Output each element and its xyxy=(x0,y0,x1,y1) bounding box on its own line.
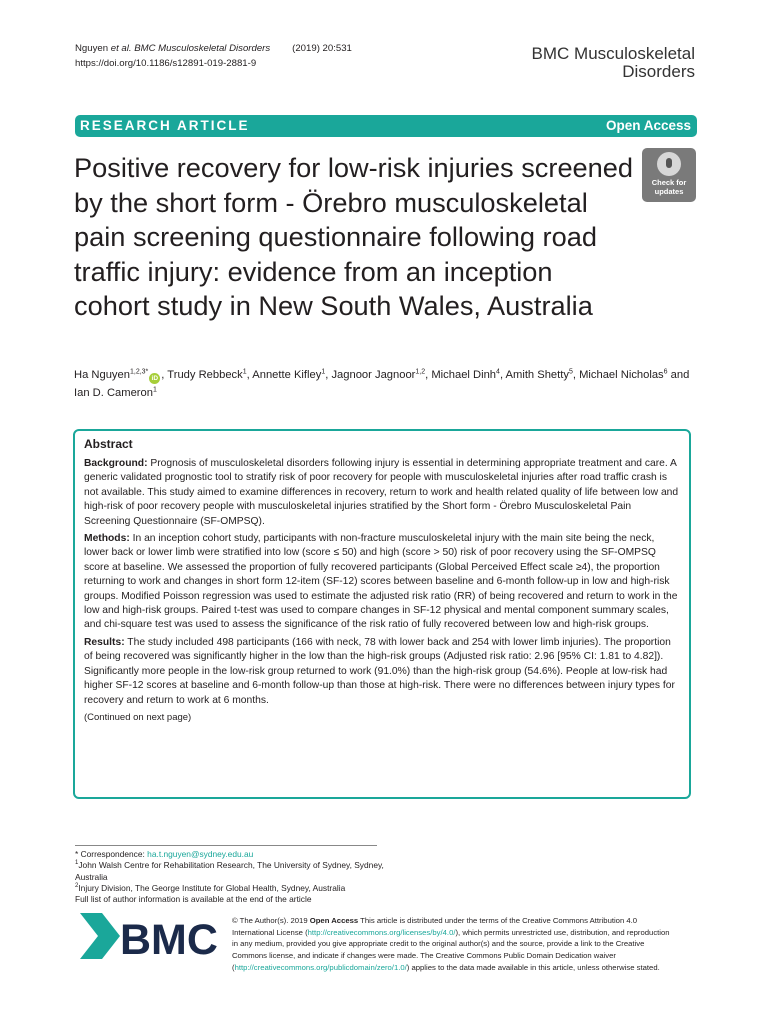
journal-name: BMC Musculoskeletal Disorders xyxy=(531,44,695,81)
check-for-updates-badge[interactable]: Check for updates xyxy=(642,148,696,202)
author-separator: , xyxy=(325,369,332,381)
citation-year: (2019) 20:531 xyxy=(292,43,352,54)
orcid-icon[interactable]: iD xyxy=(149,373,160,384)
open-access-label: Open Access xyxy=(605,118,691,133)
author-affiliation-marker: 1,2,3* xyxy=(129,368,149,376)
author-info-note: Full list of author information is available at the end of the article xyxy=(75,894,312,905)
author-affiliation-marker: 1,2 xyxy=(415,368,426,376)
author-affiliation-marker: 1 xyxy=(152,386,157,394)
article-type-label: RESEARCH ARTICLE xyxy=(80,118,250,133)
author-name: Amith Shetty xyxy=(505,369,569,381)
author-name: Ha Nguyen xyxy=(74,369,130,381)
doi-link[interactable]: https://doi.org/10.1186/s12891-019-2881-9 xyxy=(75,58,257,69)
affiliation-1: $^1$John Walsh Centre for Rehabilitation Research, The University of Sydney, Sydney, Australia xyxy=(75,860,384,882)
bookmark-icon xyxy=(657,152,681,176)
bmc-logo-text: BMC xyxy=(120,916,218,961)
author-separator: , xyxy=(425,369,432,381)
article-title: Positive recovery for low-risk injuries screened by the short form - Örebro musculoskeletal pain screening questionnaire following road traffic injury: evidence from an inception cohort study in New South Wales, Australia xyxy=(74,152,634,322)
abstract-methods: Methods: In an inception cohort study, participants with non-fracture musculoskeletal injury with the main site being the neck, lower back or lower limb were stratified into low (score ≤ 50) and high (score > 50) risk of poor recovery using the SF-OMPSQ score at baseline. We assessed the proportion of fully recovered participants (Global Perceived Effect scale ≥4), the proportion returning to work and changes in short form 12-item (SF-12) scores between baseline and 6-month follow-up in low and high-risk groups. Modified Poisson regression was used to estimate the adjusted risk ratio (RR) of being recovered and return to work in the low and high-risk groups. Paired t-test was used to compare changes in SF-12 physical and mental component summary scales, and chi-square test was used to assess the significance of the risk ratio of fully recovered between low and high-risk groups. xyxy=(84,533,678,631)
author-separator: , xyxy=(572,369,580,381)
abstract-results: Results: The study included 498 participants (166 with neck, 78 with lower back and 254 with lower limb injuries). The proportion of being recovered was significantly higher in the low than the high-risk groups (Adjusted risk ratio: 2.96 [95% CI: 1.81 to 4.82]). Significantly more people in the low-risk group returned to work (91.0%) than the high-risk group (54.6%). People at low-risk had higher SF-12 scores at baseline and 6-month follow-up than those at high-risk. There were no differences between injury types for recovery and return to work at 6 months. xyxy=(84,636,675,706)
author-separator: , xyxy=(499,369,506,381)
continued-note: (Continued on next page) xyxy=(84,711,192,723)
author-affiliation-marker: 5 xyxy=(568,368,573,376)
bmc-logo-mark xyxy=(80,913,120,959)
author-name: Annette Kifley xyxy=(252,369,322,381)
license-link[interactable]: http://creativecommons.org/licenses/by/4.0/ xyxy=(307,927,456,937)
author-affiliation-marker: 6 xyxy=(663,368,668,376)
citation-journal: et al. BMC Musculoskeletal Disorders xyxy=(110,43,271,54)
author-separator: and xyxy=(667,369,690,381)
bmc-logo xyxy=(80,911,220,961)
author-name: Michael Nicholas xyxy=(579,369,664,381)
abstract-heading: Abstract xyxy=(84,437,133,451)
footnote-divider xyxy=(75,845,377,846)
public-domain-link[interactable]: http://creativecommons.org/publicdomain/zero/1.0/ xyxy=(234,962,407,972)
running-header xyxy=(75,41,352,71)
correspondence-email-link[interactable]: ha.t.nguyen@sydney.edu.au xyxy=(147,849,254,859)
correspondence: * Correspondence: ha.t.nguyen@sydney.edu.au xyxy=(75,849,254,859)
author-affiliation-marker: 1 xyxy=(321,368,326,376)
abstract-background: Background: Prognosis of musculoskeletal disorders following injury is essential in determining appropriate treatment and care. A generic validated prognostic tool to stratify risk of poor recovery for people with musculoskeletal injuries after road traffic crash is not available. This study aimed to examine differences in recovery, return to work and health related quality of life between low and high-risk of poor recovery people with musculoskeletal injuries stratified by the Short form - Örebro Musculoskeletal Pain Screening Questionnaire (SF-OMPSQ). xyxy=(84,458,679,527)
author-affiliation-marker: 4 xyxy=(496,368,500,376)
author-separator: , xyxy=(161,369,168,381)
citation-line: Nguyen et al. BMC Musculoskeletal Disorders (2019) 20:531 xyxy=(75,43,352,54)
footnotes xyxy=(75,849,395,905)
author-affiliation-marker: 1 xyxy=(242,368,247,376)
article-type-banner xyxy=(75,115,697,137)
abstract-box xyxy=(73,429,691,799)
author-name: Michael Dinh xyxy=(431,369,497,381)
affiliation-2: $^2$Injury Division, The George Institute for Global Health, Sydney, Australia xyxy=(75,882,346,893)
license-statement: © The Author(s). 2019 Open Access This article is distributed under the terms of the Creative Commons Attribution 4.0 International License (http://creativecommons.org/licenses/by/4.0/), which permits unrestricted use, distribution, and reproduction in any medium, provided you give appropriate credit to the original author(s) and the source, provide a link to the Creative Commons license, and indicate if changes were made. The Creative Commons Public Domain Dedication waiver (http://creativecommons.org/publicdomain/zero/1.0/) applies to the data made available in this article, unless otherwise stated. xyxy=(232,916,670,972)
author-list xyxy=(74,366,704,402)
author-separator: , xyxy=(246,369,253,381)
author-name: Trudy Rebbeck xyxy=(167,369,243,381)
author-name: Jagnoor Jagnoor xyxy=(331,369,416,381)
author-name: Ian D. Cameron xyxy=(74,387,153,399)
